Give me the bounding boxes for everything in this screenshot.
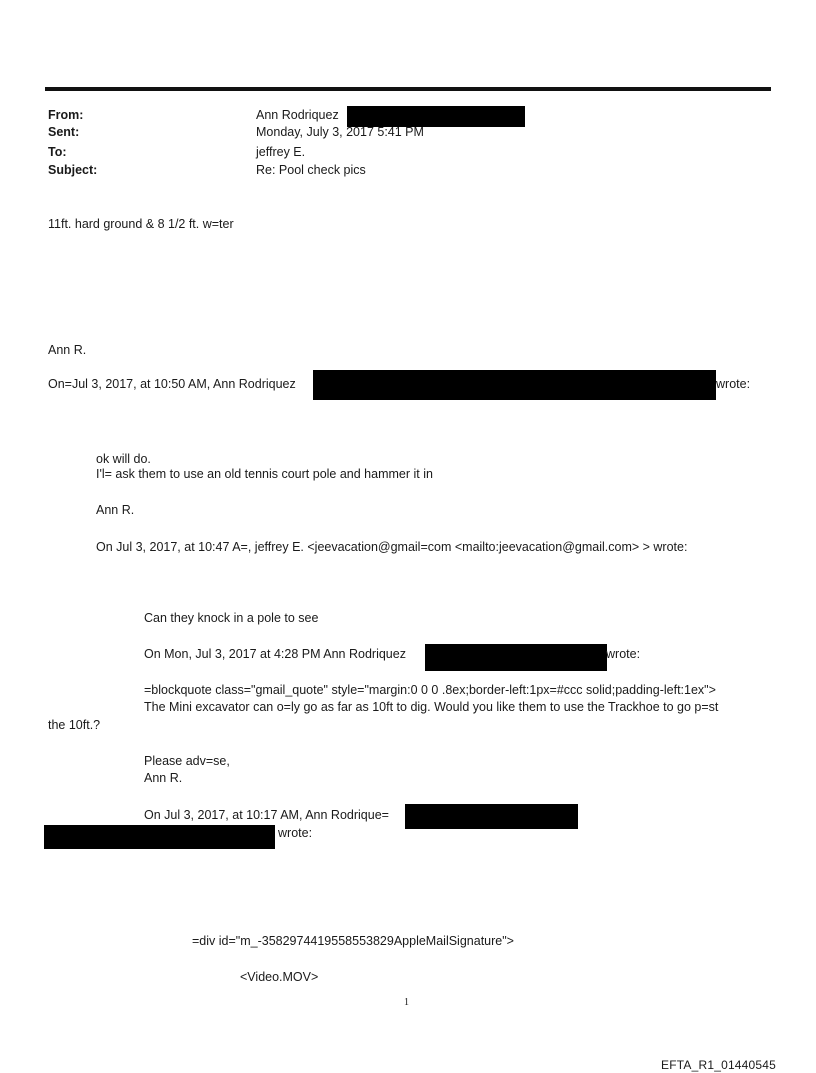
subject-label: Subject: bbox=[48, 163, 98, 177]
quote-intro: On Mon, Jul 3, 2017 at 4:28 PM Ann Rodriquez bbox=[144, 647, 406, 661]
html-fragment: =div id="m_-3582974419558553829AppleMailSignature"> bbox=[192, 934, 514, 948]
reply-line: ok will do. bbox=[96, 452, 151, 466]
quote-intro: On Jul 3, 2017, at 10:17 AM, Ann Rodrique= bbox=[144, 808, 389, 822]
quote-wrote: wrote: bbox=[606, 647, 641, 661]
attachment-placeholder: <Video.MOV> bbox=[240, 970, 319, 984]
html-fragment: =blockquote class="gmail_quote" style="margin:0 0 0 .8ex;border-left:1px=#ccc solid;padding-left:1ex"> bbox=[144, 683, 716, 697]
reply-line: Can they knock in a pole to see bbox=[144, 611, 319, 625]
from-value: Ann Rodriquez bbox=[256, 108, 339, 122]
quote-intro: On Jul 3, 2017, at 10:47 A=, jeffrey E. <jeevacation@gmail=com <mailto:jeevacation@gmail.com> > wrote: bbox=[96, 540, 688, 554]
redaction-box bbox=[44, 825, 275, 849]
body-line: 11ft. hard ground & 8 1/2 ft. w=ter bbox=[48, 217, 234, 231]
signature: Ann R. bbox=[48, 343, 87, 357]
signature: Ann R. bbox=[96, 503, 135, 517]
subject-value: Re: Pool check pics bbox=[256, 163, 366, 177]
sent-label: Sent: bbox=[48, 125, 80, 139]
reply-line: The Mini excavator can o=ly go as far as 10ft to dig. Would you like them to use the Trackhoe to go p=st bbox=[144, 700, 719, 714]
reply-line: Please adv=se, bbox=[144, 754, 230, 768]
to-label: To: bbox=[48, 145, 67, 159]
quote-intro: On=Jul 3, 2017, at 10:50 AM, Ann Rodriquez bbox=[48, 377, 296, 391]
to-value: jeffrey E. bbox=[256, 145, 306, 159]
from-label: From: bbox=[48, 108, 84, 122]
bates-number: EFTA_R1_01440545 bbox=[661, 1058, 777, 1072]
redaction-box bbox=[347, 106, 525, 127]
redaction-box bbox=[405, 804, 578, 829]
redaction-box bbox=[313, 370, 716, 400]
quote-wrote: wrote: bbox=[716, 377, 751, 391]
quote-wrote: wrote: bbox=[278, 826, 313, 840]
reply-line: I'l= ask them to use an old tennis court pole and hammer it in bbox=[96, 467, 433, 481]
header-rule bbox=[45, 87, 771, 91]
redaction-box bbox=[425, 644, 607, 671]
page-number: 1 bbox=[404, 997, 409, 1008]
reply-line: the 10ft.? bbox=[48, 718, 101, 732]
signature: Ann R. bbox=[144, 771, 183, 785]
sent-value: Monday, July 3, 2017 5:41 PM bbox=[256, 125, 424, 139]
